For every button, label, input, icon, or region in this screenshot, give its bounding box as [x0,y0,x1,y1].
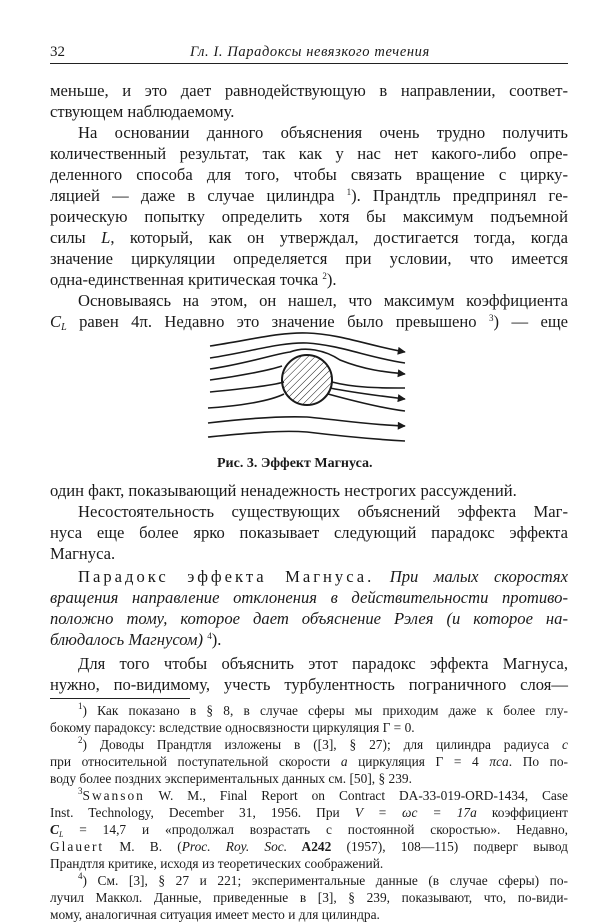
text-line: деленного способа для того, чтобы связать вращение с цирку- [50,165,568,184]
rotating-cylinder [282,355,332,405]
footnote-line [50,804,568,821]
author-name: Swanson [82,788,145,803]
text-line: На основании данного объяснения очень трудно получить [78,123,568,142]
text-line: положно тому, которое дает объяснение Рэлея (и которое на- [50,609,568,628]
text-line [50,311,568,332]
journal-name: Proc. Roy. Soc. [181,839,288,854]
text-fragment: одна-единственная критическая точка [50,270,319,289]
magnus-effect-figure [200,330,420,450]
footnote-ref[interactable]: 3 [488,313,494,323]
math-symbol: c [562,737,568,752]
text-line: нужно, по-видимому, учесть турбулентность пограничного слоя— [50,675,568,694]
math-subscript: L [58,830,64,839]
footnote-ref[interactable]: 1 [346,187,352,197]
footnote-line: воду более поздних экспериментальных данных см. [50], § 239. [50,771,412,786]
text-line: нуса еще более ярко показывает следующий парадокс эффекта [50,523,568,542]
text-fragment: ). [211,630,222,649]
math-symbol: a [340,754,348,769]
math-symbol: C [50,312,62,331]
footnote-line: мому, аналогичная ситуация имеет место и для цилиндра. [50,907,380,922]
text-line: меньше, и это дает равнодействующую в направлении, соответ- [50,81,568,100]
math-symbol: C [50,822,59,837]
text-line [50,227,568,248]
text-fragment: равен 4π. Недавно это значение было превышено [66,312,477,331]
text-fragment: ) См. [3], § 27 и 221; экспериментальные данные (в случае сферы) по- [82,873,568,888]
text-line: Магнуса. [50,544,116,563]
text-line [50,629,568,650]
footnote-ref[interactable]: 4 [207,631,212,641]
text-fragment: циркуляция Γ = 4 [347,754,490,769]
footnote-line: бокому парадоксу: вследствие односвязности циркуляция Γ = 0. [50,720,415,735]
footnote-line: лучил Маккол. Данные, приведенные в [3], § 239, показывают, что, по-види- [50,890,568,905]
text-line: ствующем наблюдаемому. [50,102,235,121]
footnote-line [50,736,568,753]
text-fragment: ) Как показано в § 8, в случае сферы мы приходим даже к более глу- [82,703,568,718]
text-fragment: силы [50,228,102,247]
math-formula: V = ωc = 17a [354,805,477,820]
text-line [50,269,568,290]
footnote-mark: 2 [78,735,83,745]
text-fragment: Inst. Technology, December 31, 1956. При [50,805,355,820]
text-fragment: , который, как он утверждал, достигается тогда, когда [110,228,568,247]
footnote-line [50,821,568,838]
text-fragment: ). [326,270,337,289]
text-fragment: . По по- [508,754,568,769]
text-line: вращения направление отклонения в действительности противо- [50,588,568,607]
text-line: Основываясь на этом, он нашел, что максимум коэффициента [78,291,568,310]
text-line: роическую попытку определить хотя бы максимум подъемной [50,207,568,226]
footnote-ref[interactable]: 2 [322,271,327,281]
footnote-line: Прандтля критике, исходя из теоретических соображений. [50,856,384,871]
footnote-line [50,872,568,889]
text-fragment: ). Прандтль предпринял ге- [351,186,568,205]
text-fragment: при относительной поступательной скорости [50,754,341,769]
text-line: количественный результат, так как у нас нет какого-либо опре- [50,144,568,163]
text-line [50,185,568,206]
footnote-line [50,838,568,855]
math-symbol: L [101,228,111,247]
volume: A242 [287,839,332,854]
footnote-mark: 1 [78,701,83,711]
page-header [50,44,568,64]
text-fragment: коэффициент [476,805,568,820]
streamline [208,431,405,441]
text-line: Для того чтобы объяснить этот парадокс эффекта Магнуса, [78,654,568,673]
text-fragment: блюдалось Магнусом) [50,630,204,649]
text-fragment: При малых скоростях [389,567,568,586]
footnote-rule [50,698,190,699]
text-fragment: ) — еще [493,312,568,331]
math-symbol: πca [489,754,509,769]
figure-caption: Рис. 3. Эффект Магнуса. [217,456,373,471]
paradox-title: Парадокс эффекта Магнуса. [78,567,375,586]
text-fragment: W. M., Final Report on Contract DA-33-019-ORD-1434, Case [144,788,568,803]
text-fragment: ляцией — даже в случае цилиндра [50,186,335,205]
running-title: Гл. I. Парадоксы невязкого течения [190,44,430,60]
header-rule [50,63,568,64]
text-fragment: ) Доводы Прандтля изложены в ([3], § 27); для цилиндра радиуса [82,737,563,752]
math-subscript: L [61,322,67,333]
footnote-line [50,787,568,804]
text-fragment: (1957), 108—115) подверг вывод [331,839,568,854]
footnote-line [50,753,568,770]
text-line: Несостоятельность существующих объяснений эффекта Маг- [78,502,568,521]
text-line [50,566,568,587]
streamline [208,417,405,426]
text-line: значение циркуляции определяется при условии, что имеется [50,249,568,268]
text-fragment: = 14,7 и «продолжал возрастать с постоянной скоростью». Недавно, [63,822,568,837]
author-name: Glauert [50,839,105,854]
footnote-mark: 4 [78,871,83,881]
page-number: 32 [50,44,65,60]
text-fragment: M. B. ( [104,839,182,854]
text-line: один факт, показывающий ненадежность нестрогих рассуждений. [50,481,517,500]
footnote-mark: 3 [78,786,83,796]
footnote-line [50,702,568,719]
